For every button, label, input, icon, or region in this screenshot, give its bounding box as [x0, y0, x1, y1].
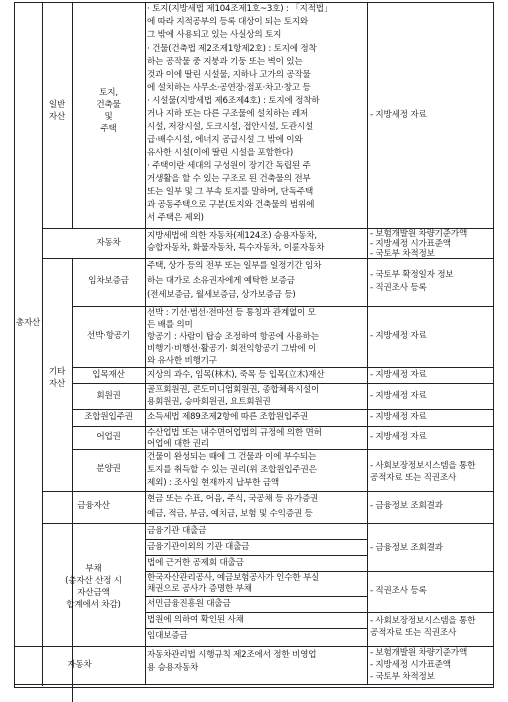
detail-line: 과 공동주택으로 구분(토지와 건축물의 범위에 — [147, 200, 315, 210]
detail-line: 지상의 과수, 임목(林木), 죽목 등 입목(立木)재산 — [147, 370, 325, 380]
table-rule — [72, 306, 494, 307]
source-vehicle-2: - 지방세정 시가표준액 — [370, 239, 451, 249]
detail-line: 또는 일부 및 그 부속 토지를 말하며, 단독주택 — [147, 187, 314, 197]
source-local-tax: - 지방세정 자료 — [370, 110, 427, 120]
table-rule — [14, 2, 15, 688]
table-rule — [145, 571, 494, 572]
detail-line: 제외) : 조사일 현재까지 납부한 금액 — [147, 478, 279, 488]
table-rule — [493, 2, 494, 688]
source-financial: - 금융정보 조회결과 — [370, 543, 443, 553]
detail-line: 선박 : 기선·범선·전마선 등 통칭과 관계없이 모 — [147, 308, 316, 318]
detail-line: 승합자동차, 화물자동차, 특수자동차, 이륜자동차 — [147, 243, 325, 253]
other-asset-label-1: 기타 — [48, 367, 66, 377]
source-local-tax: - 지방세정 자료 — [370, 412, 427, 422]
detail-line: 임대보증금 — [147, 631, 188, 641]
detail-line: 소득세법 제89조제2항에 따른 조합원입주권 — [147, 412, 309, 422]
detail-line: 서 주택은 제외) — [147, 213, 204, 223]
detail-line: 어업에 대한 권리 — [147, 439, 209, 449]
debt-label-3: 자산금액 — [77, 588, 110, 598]
source-vehicle-1: - 보험개발원 차량기준가액 — [370, 229, 468, 239]
detail-line: 하는 공작물 중 지붕과 기둥 또는 벽이 있는 — [147, 57, 303, 67]
source-vehicle-3: - 국토부 차적정보 — [370, 249, 435, 259]
detail-line: 법원에 의하여 확인된 사채 — [147, 615, 244, 625]
land-building-label-2: 건축물 — [96, 100, 121, 110]
land-building-label-4: 주택 — [100, 124, 117, 134]
detail-line: 든 배를 의미 — [147, 320, 193, 330]
detail-line: 자동차관리법 시행규칙 제2조에서 정한 비영업 — [147, 650, 317, 660]
detail-line: 채권으로 공사가 증명한 부채 — [147, 584, 252, 594]
table-rule — [145, 2, 146, 685]
source-financial: - 금융정보 조회결과 — [370, 501, 443, 511]
table-rule — [42, 523, 494, 524]
union-member-right-label: 조합원입주권 — [84, 412, 133, 422]
detail-line: 거생활을 할 수 있는 구조로 된 건축물의 전부 — [147, 174, 311, 184]
table-rule — [14, 687, 494, 688]
detail-line: 에 설치하는 사무소·공연장·점포·차고·창고 등 — [147, 83, 311, 93]
source-presale-1: - 사회보장정보시스템을 통한 — [370, 461, 476, 471]
table-rule — [72, 449, 494, 450]
other-asset-label-2: 자산 — [48, 379, 66, 389]
table-rule — [145, 628, 367, 629]
detail-line: 지방세법에 의한 자동차(제124조) 승용자동차, — [147, 231, 317, 241]
detail-line: (전세보증금, 월세보증금, 상가보증금 등) — [147, 290, 296, 300]
source-presale-2: 공적자료 또는 직권조사 — [370, 628, 457, 638]
table-rule — [72, 258, 73, 702]
source-presale-2: 공적자료 또는 직권조사 — [370, 473, 457, 483]
detail-line: 용회원권, 승마회원권, 요트회원권 — [147, 397, 271, 407]
detail-line: · 건물(건축법 제2조제1항제2호) : 토지에 정착 — [147, 44, 317, 54]
membership-label: 회원권 — [96, 391, 121, 401]
source-local-tax: - 지방세정 자료 — [370, 370, 427, 380]
vehicle-bottom-label: 자동차 — [67, 660, 92, 670]
source-vehicle-3: - 국토부 차적정보 — [370, 672, 435, 682]
land-building-label-1: 토지, — [99, 88, 118, 98]
detail-line: · 토지(지방세법 제104조제1호~3호) : 「지적법」 — [147, 4, 333, 14]
detail-line: 항공기 : 사람이 탑승 조정하여 항공에 사용하는 — [147, 332, 319, 342]
land-building-label-3: 및 — [104, 112, 113, 122]
table-rule — [72, 367, 494, 368]
detail-line: 에 따라 지적공부의 등록 대상이 되는 토지와 — [147, 17, 309, 27]
source-local-tax: - 지방세정 자료 — [370, 331, 427, 341]
detail-line: 건물이 완성되는 때에 그 건물과 이에 부수되는 — [147, 452, 317, 462]
vehicle-label: 자동차 — [96, 238, 121, 248]
table-rule — [42, 491, 494, 492]
source-vehicle-1: - 보험개발원 차량기준가액 — [370, 648, 468, 658]
table-rule — [145, 555, 367, 556]
debt-label-2: (총자산 산정 시 — [65, 576, 122, 586]
table-rule — [145, 612, 494, 613]
detail-line: 서민금융진흥원 대출금 — [147, 599, 231, 609]
detail-line: 용 승용자동차 — [147, 663, 199, 673]
source-lease-2: - 직권조사 등록 — [370, 283, 427, 293]
detail-line: · 시설물(지방세법 제6조제4호) : 토지에 정착하 — [147, 96, 320, 106]
source-lease-1: - 국토부 확정일자 정보 — [370, 270, 454, 280]
presale-right-label: 분양권 — [96, 464, 121, 474]
detail-line: 법에 근거한 공제회 대출금 — [147, 558, 244, 568]
detail-line: 급·배수시설, 에너지 공급시설 그 밖에 이와 — [147, 135, 303, 145]
detail-line: 현금 또는 수표, 어음, 주식, 국공채 등 유가증권 — [147, 494, 319, 504]
general-asset-label-2: 자산 — [48, 112, 66, 122]
debt-label-4: 합계에서 차감) — [66, 600, 121, 610]
table-rule — [72, 409, 494, 410]
detail-line: 그 밖에 사용되고 있는 사실상의 토지 — [147, 30, 282, 40]
total-asset-label: 총자산 — [15, 318, 41, 328]
detail-line: 하는 대가로 소유권자에게 예탁한 보증금 — [147, 276, 295, 286]
detail-line: 비행기·비행선·활공기· 회전익항공기 그밖에 이 — [147, 344, 317, 354]
table-rule — [145, 539, 367, 540]
source-local-tax: - 지방세정 자료 — [370, 432, 427, 442]
standing-timber-label: 입목재산 — [92, 370, 125, 380]
source-vehicle-2: - 지방세정 시가표준액 — [370, 660, 451, 670]
detail-line: 금융기관 대출금 — [147, 526, 207, 536]
source-ex-officio: - 직권조사 등록 — [370, 586, 427, 596]
detail-line: 골프회원권, 콘도미니엄회원권, 종합체육시설이 — [147, 385, 320, 395]
detail-line: 것과 이에 딸린 시설물, 지하나 고가의 공작물 — [147, 70, 311, 80]
general-asset-label-1: 일반 — [48, 100, 66, 110]
source-presale-1: - 사회보장정보시스템을 통한 — [370, 616, 476, 626]
table-rule — [14, 646, 494, 647]
detail-line: 주택, 상가 등의 전부 또는 일부를 일정기간 임차 — [147, 261, 322, 271]
detail-line: · 주택이란 세대의 구성원이 장기간 독립된 주 — [147, 161, 311, 171]
ship-aircraft-label: 선박·항공기 — [86, 331, 131, 341]
table-rule — [72, 426, 494, 427]
source-local-tax: - 지방세정 자료 — [370, 391, 427, 401]
debt-label-1: 부채 — [85, 564, 102, 574]
detail-line: 한국자산관리공사, 예금보험공사가 인수한 부실 — [147, 573, 320, 583]
fishing-right-label: 어업권 — [96, 432, 121, 442]
lease-deposit-label: 임차보증금 — [88, 276, 129, 286]
detail-line: 거나 지하 또는 다른 구조물에 설치하는 레저 — [147, 109, 309, 119]
detail-line: 시설, 저장시설, 도크시설, 접안시설, 도관시설 — [147, 122, 314, 132]
table-rule — [367, 2, 368, 685]
detail-line: 예금, 적금, 부금, 예치금, 보험 및 수익증권 등 — [147, 509, 313, 519]
table-rule — [72, 383, 494, 384]
financial-asset-label: 금융자산 — [77, 501, 110, 511]
detail-line: 유사한 시설(이에 딸린 시설을 포함한다) — [147, 148, 294, 158]
detail-line: 와 유사한 비행기구 — [147, 356, 217, 366]
detail-line: 토지를 취득할 수 있는 권리(위 조합원입주권은 — [147, 465, 317, 475]
detail-line: 금융기관이외의 기관 대출금 — [147, 542, 250, 552]
table-rule — [145, 596, 367, 597]
table-rule — [14, 684, 494, 685]
detail-line: 수산업법 또는 내수면어업법의 규정에 의한 면허 — [147, 428, 322, 438]
